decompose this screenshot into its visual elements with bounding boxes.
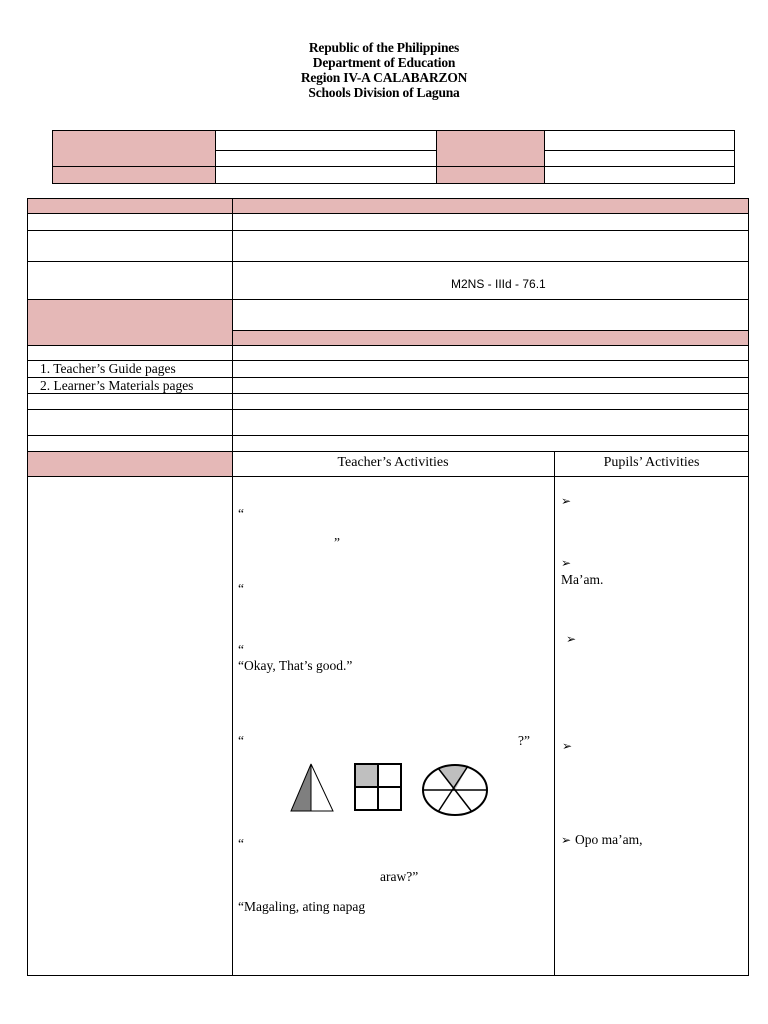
header-region: Region IV-A CALABARZON (300, 70, 468, 85)
pupil-response-opo: Opo ma’am, (575, 832, 643, 847)
teachers-guide-label: 1. Teacher’s Guide pages (40, 361, 176, 376)
square-quarter-shaded-icon (355, 764, 401, 810)
teacher-quote-2-open: “ (238, 581, 244, 596)
teacher-activities-header: Teacher’s Activities (337, 455, 449, 470)
learners-materials-label: 2. Learner’s Materials pages (40, 378, 194, 393)
bullet-arrow-icon: ➢ (561, 833, 572, 847)
teacher-quote-3-open: “ (238, 642, 244, 657)
teacher-quote-1-open: “ (238, 506, 244, 521)
circle-sixth-shaded-icon (423, 764, 487, 815)
header-department: Department of Education (312, 55, 456, 70)
teacher-quote-5-end: araw?” (380, 869, 419, 884)
bullet-arrow-icon: ➢ (562, 739, 573, 753)
teacher-quote-4-open: “ (238, 733, 244, 748)
bullet-arrow-icon: ➢ (561, 556, 572, 570)
bullet-arrow-icon: ➢ (561, 494, 572, 508)
pupils-activities-header: Pupils’ Activities (603, 455, 700, 470)
teacher-praise: “Magaling, ating napag (238, 899, 366, 914)
teacher-quote-4-close: ?” (518, 733, 530, 748)
triangle-half-shaded-icon (291, 764, 333, 811)
table-border (27, 198, 749, 976)
teacher-quote-5-open: “ (238, 836, 244, 851)
bullet-arrow-icon: ➢ (566, 632, 577, 646)
competency-code: M2NS - IIId - 76.1 (451, 277, 546, 291)
fraction-shapes-figure (288, 760, 493, 816)
header-division: Schools Division of Laguna (308, 85, 460, 100)
header-republic: Republic of the Philippines (308, 40, 460, 55)
pupil-response-maam: Ma’am. (561, 572, 604, 587)
info-grid-border (52, 130, 735, 184)
teacher-response-okay: “Okay, That’s good.” (238, 658, 353, 673)
teacher-quote-1-close: ” (334, 535, 340, 550)
